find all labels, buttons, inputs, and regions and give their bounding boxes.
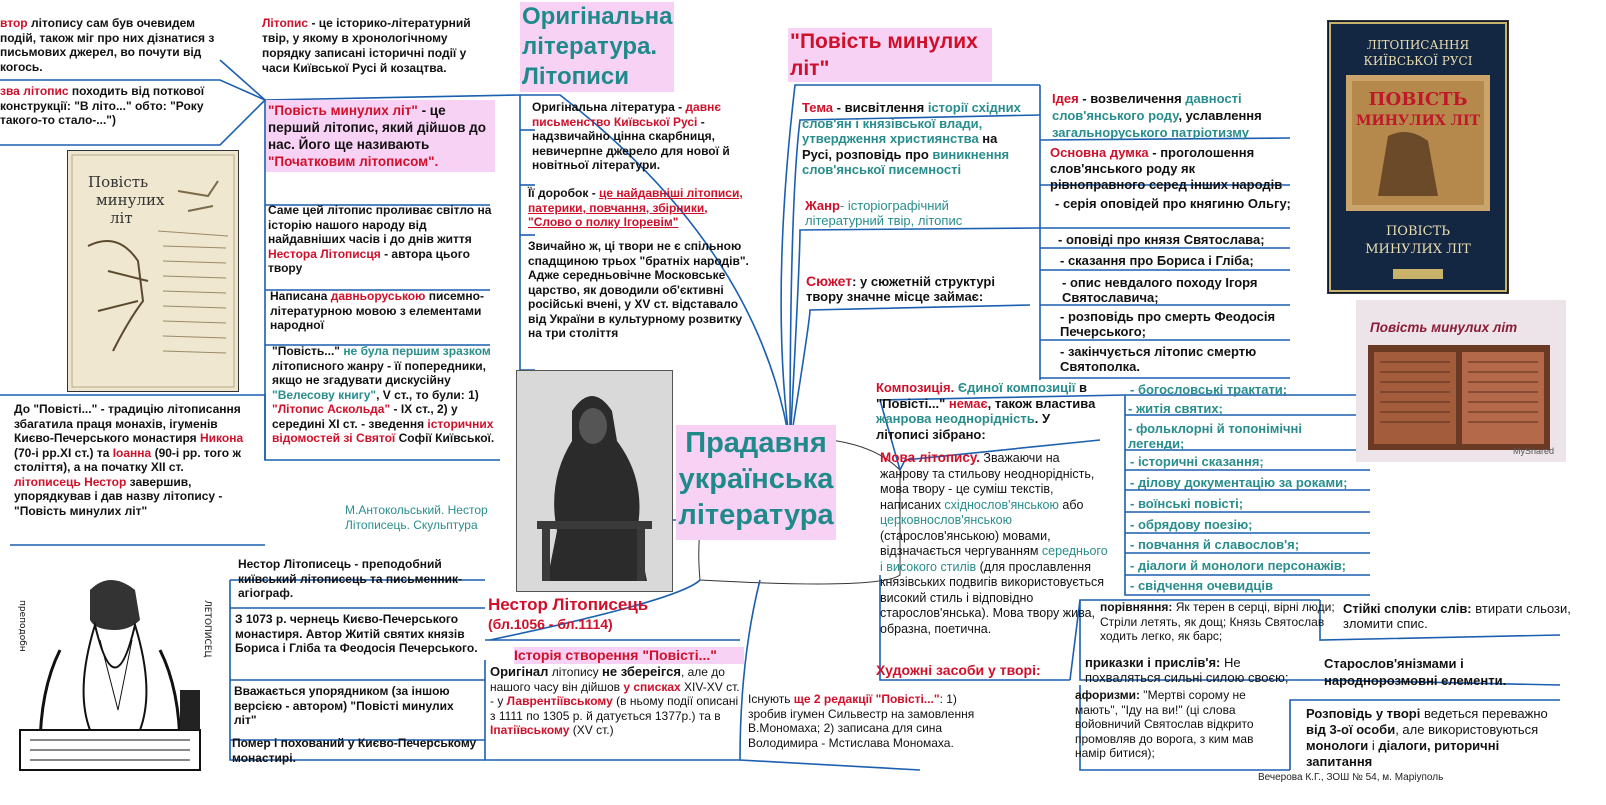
stable-label: Стійкі сполуки слів: xyxy=(1343,601,1472,616)
editions-note xyxy=(748,692,983,750)
narration-a: Розповідь у творі xyxy=(1306,706,1421,721)
comp-item-5: - ділову документацію за роками; xyxy=(1130,475,1348,490)
name-origin-text: походить від поткової конструкції: "В літо..." обто: "Року такого-то стало-...") xyxy=(0,84,205,127)
book-right-line4: МИНУЛИХ ЛІТ xyxy=(1355,113,1481,129)
orig-title-line1: Оригінальна xyxy=(522,3,673,30)
book-cover-left xyxy=(67,150,239,392)
photo-book xyxy=(1356,300,1566,462)
sheds-light-c: - автора цього твору xyxy=(268,246,470,275)
tradition-f: літописець Нестор xyxy=(14,474,127,489)
main-thought-block xyxy=(1050,145,1290,193)
orig-title-line3: Літописи xyxy=(522,63,629,90)
language-a: Зважаючи на жанрову та стильову неоднорідність, мова твору - це суміш текстів, написаних xyxy=(880,451,1095,512)
main-thought-label: Основна думка xyxy=(1050,145,1149,160)
nestor-note-1: Нестор Літописець - преподобний київський літописець та письменник-агіограф. xyxy=(238,557,463,600)
orig-zvychaino: Звичайно ж, ці твори не є спільною спадщиною трьох "братніх народів". Адже середньовічне Московське царство, як доводили об'єктивні російські вчені, у XV ст. відставало від України в культурному розвитку на три століття xyxy=(528,239,749,340)
narration-c: від 3-ої особи xyxy=(1306,722,1396,737)
tema-label: Тема xyxy=(802,100,834,115)
editions-a: Існують xyxy=(748,692,794,706)
narration-e: монологи xyxy=(1306,738,1369,753)
letopys-term: Літопис xyxy=(262,16,309,30)
sculpture-caption: М.Антокольський. Нестор Літописець. Скульптура xyxy=(345,503,488,532)
center-line3: література xyxy=(678,499,834,531)
history-b: літопису xyxy=(548,665,602,679)
plot-item-6: - закінчується літопис смертю Святополка. xyxy=(1060,344,1257,374)
tema-block xyxy=(802,100,1030,178)
idea-label: Ідея xyxy=(1052,91,1079,106)
idea-block xyxy=(1052,90,1292,141)
language-label: Мова літопису. xyxy=(880,450,980,465)
center-line1: Прадавня xyxy=(685,427,827,459)
composition-e: жанрова неоднорідність xyxy=(876,411,1035,426)
art-means-label: Художні засоби у творі: xyxy=(876,662,1041,678)
nestor-note-3: Вважається упорядником (за іншою версією - автором) "Повісті минулих літ" xyxy=(234,684,454,727)
letopys-definition xyxy=(262,16,497,76)
plot-item-2: - оповіді про князя Святослава; xyxy=(1058,232,1265,247)
original-literature-title xyxy=(520,2,674,92)
composition-d: , також властива xyxy=(987,395,1096,411)
language-b: східнослов'янською xyxy=(944,497,1059,512)
proverbs-label: приказки і прислів'я: xyxy=(1085,655,1221,670)
author-witness-term: втор xyxy=(0,16,28,30)
book-right-line6: МИНУЛИХ ЛІТ xyxy=(1365,242,1471,257)
orig-dorobok xyxy=(528,186,750,230)
siuzhet-label: Сюжет xyxy=(806,273,853,289)
not-first-g: - IX ст., 2) у середині XI ст. - зведення xyxy=(272,402,458,431)
comparisons-block xyxy=(1100,600,1335,644)
tema-d: виникнення слов'янської писемності xyxy=(802,146,1010,177)
book-cover-right xyxy=(1327,20,1509,294)
history-text xyxy=(490,665,742,738)
orig-definition xyxy=(532,100,750,173)
letopys-text: - це історико-літературний твір, у якому в хронологічному порядку записані історичні події у часи Київської Русі й козацтва. xyxy=(262,16,471,75)
povist-title: "Повість минулих літ" xyxy=(788,28,992,82)
written-in-note xyxy=(270,289,490,333)
not-first-f: "Літопис Аскольда" xyxy=(272,402,391,416)
nestor-note-2: З 1073 р. чернець Києво-Печерського монастиря. Автор Житій святих князів Бориса і Гліба та Феодосія Печерського. xyxy=(235,612,478,655)
history-a: Оригінал xyxy=(490,664,549,679)
editions-b: ще 2 редакції "Повісті..." xyxy=(793,692,940,706)
author-witness-note xyxy=(0,16,215,74)
tradition-e: (90-і рр. того ж століття), а на початку XII ст. xyxy=(14,445,241,474)
nestor-note-4: Помер і похований у Києво-Печерському монастирі. xyxy=(232,736,477,765)
comp-item-8: - повчання й славослов'я; xyxy=(1130,537,1300,552)
comparisons-label: порівняння: xyxy=(1100,600,1173,614)
book-right-illustration xyxy=(1328,21,1508,293)
povist-first-c: "Початковим літописом". xyxy=(268,154,439,169)
zhanr-block xyxy=(805,198,1005,228)
not-first-a: "Повість..." xyxy=(272,344,344,358)
center-topic xyxy=(676,425,836,540)
language-d: церковнослов'янською xyxy=(880,513,1013,527)
stable-phrases-block xyxy=(1343,602,1573,631)
nestor-drawing-svg xyxy=(0,570,225,795)
history-d: , але до нашого часу він дійшов xyxy=(490,665,725,694)
comp-item-3: - фольклорні й топонімічні легенди; xyxy=(1128,421,1302,451)
composition-b: в "Повісті..." xyxy=(876,380,1088,411)
tradition-d: Іоанна xyxy=(112,445,152,460)
idea-d: загальноруського патріотизму xyxy=(1052,125,1249,140)
tradition-c: (70-і рр.XI ст.) та xyxy=(14,445,113,460)
narration-b: ведеться переважно xyxy=(1420,706,1548,721)
history-c: не збереігся xyxy=(602,664,681,679)
book-right-line3: ПОВІСТЬ xyxy=(1368,89,1468,110)
tema-a: - висвітлення xyxy=(833,100,928,115)
nestor-drawing-right-caption: ЛЕТОПИСЕЦ xyxy=(202,600,212,658)
tema-b: історії східних слов'ян і князівської влади, утвердження християнства xyxy=(802,100,1021,146)
comp-item-7: - обрядову поезію; xyxy=(1130,517,1253,532)
composition-label: Композиція. xyxy=(876,380,955,395)
book-left-illustration xyxy=(68,151,238,391)
photo-book-caption: Повість минулих літ xyxy=(1370,320,1518,335)
tradition-note xyxy=(14,402,246,518)
povist-first-a: "Повість минулих літ" xyxy=(268,103,418,118)
book-right-line1: ЛІТОПИСАННЯ xyxy=(1366,38,1470,52)
not-first-b: не була першим зразком xyxy=(343,344,491,358)
history-j: (XV ст.) xyxy=(569,723,614,737)
povist-first-b: - це перший літопис, який дійшов до нас. Його ще називають xyxy=(268,103,486,152)
narration-block xyxy=(1306,706,1556,770)
aphorisms-label: афоризми: xyxy=(1075,688,1140,702)
book-left-title-3: літ xyxy=(110,209,133,227)
comp-item-6: - воїнські повісті; xyxy=(1130,496,1244,511)
not-first-note xyxy=(272,344,504,446)
idea-c: , уславлення xyxy=(1178,108,1262,123)
sculpture-illustration xyxy=(517,371,672,591)
comp-item-2: - житія святих; xyxy=(1128,401,1223,416)
comp-item-9: - діалоги й монологи персонажів; xyxy=(1130,558,1347,573)
sheds-light-b: Нестора Літописця xyxy=(268,246,381,261)
center-line2: українська xyxy=(678,463,834,495)
tradition-a: До "Повісті..." - традицію літописання збагатила праця монахів, ігуменів Києво-Печерського монастиря xyxy=(14,402,241,445)
orig-def-b: давнє письменство Київської Русі xyxy=(532,100,721,129)
narration-d: , але використовуються xyxy=(1395,722,1539,737)
history-g: Лаврентіївському xyxy=(506,694,613,708)
aphorisms-block xyxy=(1075,688,1285,761)
plot-item-5: - розповідь про смерть Феодосія Печерського; xyxy=(1060,309,1276,339)
orig-def-a: Оригінальна література - xyxy=(532,100,686,114)
orig-title-line2: література. xyxy=(522,33,658,60)
oldslavonic-block: Старослов'янізмами і народнорозмовні елементи. xyxy=(1324,656,1507,688)
siuzhet-text: : у сюжетній структурі твору значне місце займає: xyxy=(806,274,995,304)
tradition-g: завершив, упорядкував і дав назву літопису - "Повість минулих літ" xyxy=(14,474,223,518)
idea-b: давності слов'янського роду xyxy=(1052,91,1242,123)
plot-item-1: - серія оповідей про княгиню Ольгу; xyxy=(1055,196,1291,211)
center-title xyxy=(676,425,836,533)
sheds-light-note xyxy=(268,203,503,276)
composition-block xyxy=(876,380,1101,442)
language-g: (для прославлення князівських подвигів використовується високий стиль і відповідно старослов'янська). Мова твору жива, образна, поетична. xyxy=(880,559,1105,636)
zhanr-text: - історіографічний літературний твір, літопис xyxy=(805,198,963,228)
dorobok-list: це найдавніші літописи, патерики, повчання, збірники, "Слово о полку Ігоревім" xyxy=(528,186,743,229)
language-c: або xyxy=(1058,497,1084,512)
comp-item-10: - свідчення очевидців xyxy=(1130,578,1273,593)
main-thought-text: - проголошення слов'янського роду як рівноправного серед інших народів xyxy=(1050,145,1283,192)
composition-a: Єдиної композиції xyxy=(954,380,1076,395)
history-e: у списках xyxy=(623,679,681,694)
idea-a: - возвеличення xyxy=(1078,91,1186,106)
nestor-title: Нестор Літописець xyxy=(488,595,649,614)
name-origin-note xyxy=(0,84,215,128)
proverbs-text: Не похваляться сильні силою своєю; xyxy=(1085,655,1289,685)
composition-f: . У літописі зібрано: xyxy=(876,411,1051,442)
narration-g: діалоги, риторичні запитання xyxy=(1306,738,1500,769)
written-in-a: Написана xyxy=(270,289,331,303)
nestor-heading xyxy=(488,595,698,634)
composition-c: немає xyxy=(948,395,988,411)
language-block xyxy=(880,450,1108,637)
book-left-title-2: минулих xyxy=(96,191,165,209)
history-f: XIV-XV ст. - у xyxy=(490,679,740,708)
nestor-years: (бл.1056 - бл.1114) xyxy=(488,616,613,632)
proverbs-block xyxy=(1085,656,1305,685)
written-in-c: писемно-літературною мовою з елементами народної xyxy=(270,289,484,332)
book-right-line5: ПОВІСТЬ xyxy=(1385,224,1451,239)
comp-item-4: - історичні сказання; xyxy=(1130,454,1264,469)
comp-item-1: - богословські трактати; xyxy=(1130,382,1288,397)
author-witness-text: літопису сам був очевидем подій, також міг про них дізнатися з письмових джерел, во почути від когось. xyxy=(0,16,215,74)
siuzhet-block xyxy=(806,274,1016,304)
povist-first-note xyxy=(266,100,495,172)
aphorisms-text: "Мертві сорому не мають", "Іду на ви!" (ці слова войовничий Святослав відкрито промовляв до ворога, з ким мав намір битися); xyxy=(1075,688,1254,760)
name-origin-term: зва літопис xyxy=(0,84,69,98)
not-first-e: , V ст., то були: 1) xyxy=(376,387,479,402)
plot-item-3: - сказання про Бориса і Гліба; xyxy=(1060,253,1254,268)
tema-c: на Русі, розповідь про xyxy=(802,131,998,162)
credit-line: Вечерова К.Г., ЗОШ № 54, м. Маріуполь xyxy=(1258,772,1444,783)
language-f: середнього і високого стилів xyxy=(880,544,1108,574)
narration-f: і xyxy=(1368,738,1379,753)
not-first-h: історичних відомостей зі Святої xyxy=(272,416,494,445)
tradition-b: Никона xyxy=(199,431,244,445)
written-in-b: давньоруською xyxy=(330,289,426,303)
comparisons-text: Як терен в серці, вірні люди; Стріли летять, як дощ; Князь Святослав ходить легко, як барс; xyxy=(1100,600,1335,643)
not-first-i: Софії Київської. xyxy=(395,431,495,445)
photo-book-brand: MyShared xyxy=(1512,446,1554,456)
nestor-drawing-left-caption: преподобн xyxy=(17,600,27,652)
not-first-d: "Велесову книгу" xyxy=(272,387,377,402)
nestor-drawing xyxy=(0,570,225,795)
orig-def-c: - надзвичайно цінна скарбниця, невичерпне джерело для нової й новітньої літератури. xyxy=(532,114,730,172)
not-first-c: літописного жанру - її попередники, якщо не згадувати дискусійну xyxy=(272,358,487,387)
book-right-line2: КИЇВСЬКОЇ РУСІ xyxy=(1363,54,1473,68)
sculpture-photo xyxy=(516,370,673,592)
dorobok-a: Її доробок - xyxy=(528,186,600,200)
sheds-light-a: Саме цей літопис проливає світло на історію нашого народу від найдавніших часів і до днів життя xyxy=(268,203,492,246)
editions-c: : 1) зробив ігумен Сильвестр на замовлення В.Мономаха; 2) записана для сина Володимира - Мстислава Мономаха. xyxy=(748,692,975,750)
history-h: (в ньому події описані з 1111 по 1305 р. й датується 1377р.) та в xyxy=(490,694,739,723)
history-i: Іпатіївському xyxy=(490,723,570,737)
zhanr-label: Жанр xyxy=(805,198,840,213)
history-title: Історія створення "Повісті..." xyxy=(514,647,744,664)
language-e: (старослов'янською) мовами, відзначається чергуванням xyxy=(880,528,1051,558)
book-left-title-1: Повість xyxy=(88,173,149,191)
stable-text: втирати сльози, зломити спис. xyxy=(1343,601,1571,631)
plot-item-4: - опис невдалого походу Ігоря Святославича; xyxy=(1062,275,1258,305)
